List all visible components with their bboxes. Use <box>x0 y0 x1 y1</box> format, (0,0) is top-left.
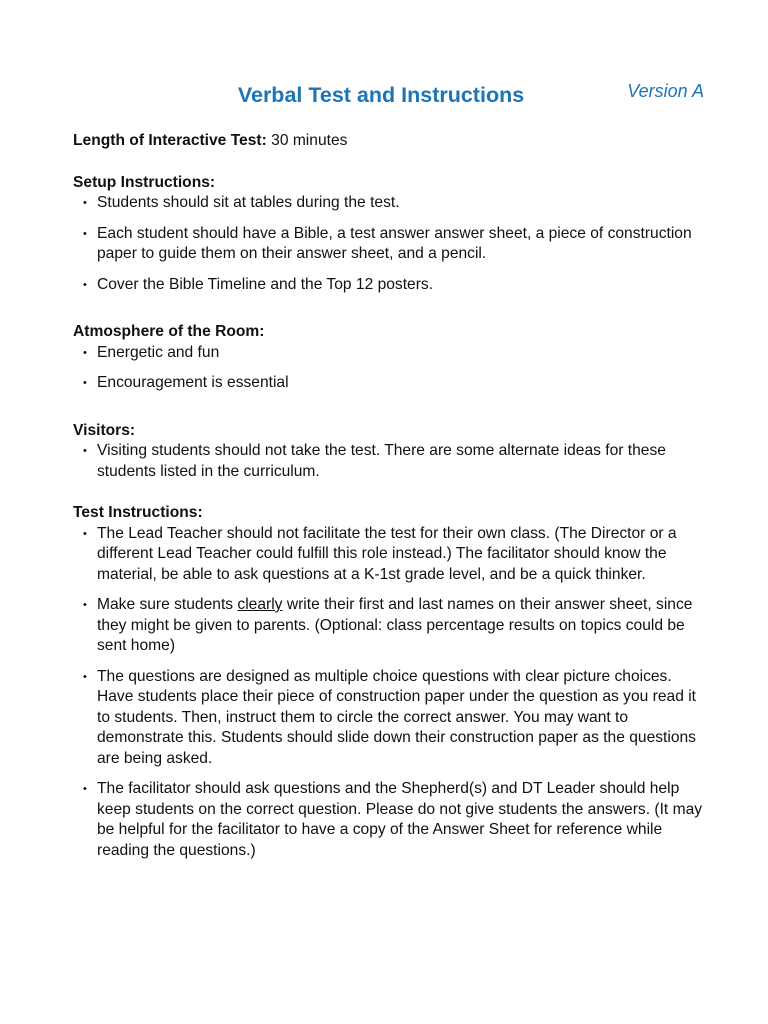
test-length <box>73 131 703 152</box>
test-length-value: 30 minutes <box>271 132 348 149</box>
visitors-section <box>73 421 703 483</box>
atmosphere-item: • Encouragement is essential <box>73 373 703 394</box>
atmosphere-heading: Atmosphere of the Room: <box>73 323 265 340</box>
test-instruction-item: • The questions are designed as multiple choice questions with clear picture choices. Have students place their piece of construction paper under the question as you read it to students. Then, instruct them to circle the correct answer. You may want to demonstrate this. Students should slide down their construction paper as the questions are being asked. <box>73 667 703 770</box>
document-body <box>73 131 703 861</box>
item-text: write their first and last names on their answer sheet, since they might be given to parents. (Optional: class percentage results on topics could be sent home) <box>97 596 693 654</box>
setup-section <box>73 173 703 296</box>
setup-heading: Setup Instructions: <box>73 173 216 191</box>
item-text: Make sure students <box>97 596 238 613</box>
test-instructions-heading: Test Instructions: <box>73 504 203 521</box>
test-instruction-item: • The facilitator should ask questions and the Shepherd(s) and DT Leader should help keep students on the correct question. Please do not give students the answers. (It may be helpful for the facilitator to have a copy of the Answer Sheet for reference while reading the questions.) <box>73 779 703 861</box>
test-instructions-section <box>73 503 703 861</box>
visitors-heading: Visitors: <box>73 421 136 439</box>
page-title: Verbal Test and Instructions <box>237 83 525 107</box>
setup-list <box>73 193 703 295</box>
visitors-item: • Visiting students should not take the test. There are some alternate ideas for these students listed in the curriculum. <box>73 441 703 482</box>
setup-item: • Students should sit at tables during the test. <box>73 193 703 214</box>
version-label: Version A <box>627 81 704 101</box>
atmosphere-item: • Energetic and fun <box>73 343 703 364</box>
test-instruction-item <box>73 595 703 657</box>
setup-item: • Cover the Bible Timeline and the Top 12 posters. <box>73 275 703 296</box>
test-instructions-list <box>73 524 703 862</box>
underlined-word: clearly <box>237 596 283 613</box>
visitors-list <box>73 441 703 482</box>
test-length-label: Length of Interactive Test: <box>73 132 267 149</box>
setup-item: • Each student should have a Bible, a test answer answer sheet, a piece of construction paper to guide them on their answer sheet, and a pencil. <box>73 224 703 265</box>
test-instruction-item: • The Lead Teacher should not facilitate the test for their own class. (The Director or a different Lead Teacher could fulfill this role instead.) The facilitator should know the material, be able to ask questions at a K-1st grade level, and be a quick thinker. <box>73 524 703 586</box>
atmosphere-list <box>73 343 703 394</box>
atmosphere-section <box>73 322 703 394</box>
